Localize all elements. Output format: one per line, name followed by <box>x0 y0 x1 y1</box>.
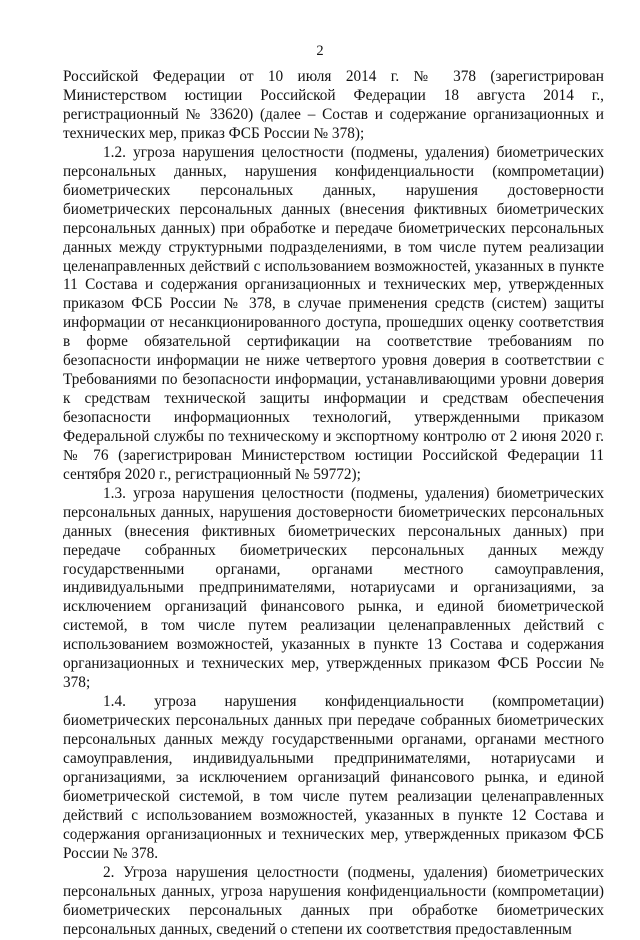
paragraph-1-4: 1.4. угроза нарушения конфиденциальности (компрометации) биометрических персональных данных при передаче собранных биометрических персональных данных между государственными органами, органами местного самоуправления, индивидуальными предпринимателями, нотариусами и организациями, за исключением организаций финансового рынка, и единой биометрической системой, в том числе путем реализации целенаправленных действий с использованием возможностей, указанных в пункте 12 Состава и содержания организационных и технических мер, утвержденных приказом ФСБ России № 378. <box>63 693 604 862</box>
paragraph-continuation: Российской Федерации от 10 июля 2014 г. № 378 (зарегистрирован Министерством юстиции Российской Федерации 18 августа 2014 г., регистрационный № 33620) (далее – Состав и содержание организационных и технических мер, приказ ФСБ России № 378); <box>63 68 604 142</box>
page-number: 2 <box>316 43 324 59</box>
paragraph-1-3: 1.3. угроза нарушения целостности (подмены, удаления) биометрических персональных данных, нарушения достоверности биометрических персональных данных (внесения фиктивных биометрических персональных данных) при передаче собранных биометрических персональных данных между государственными органами, органами местного самоуправления, индивидуальными предпринимателями, нотариусами и организациями, за исключением организаций финансового рынка, и единой биометрической системой, в том числе путем реализации целенаправленных действий с использованием возможностей, указанных в пункте 13 Состава и содержания организационных и технических мер, утвержденных приказом ФСБ России № 378; <box>63 484 604 691</box>
paragraph-2: 2. Угроза нарушения целостности (подмены, удаления) биометрических персональных данных, угроза нарушения конфиденциальности (компрометации) биометрических персональных данных при обработке биометрических персональных данных, сведений о степени их соответствия предоставленным <box>63 864 604 938</box>
document-body <box>63 68 604 940</box>
paragraph-1-2: 1.2. угроза нарушения целостности (подмены, удаления) биометрических персональных данных, нарушения конфиденциальности (компрометации) биометрических персональных данных, нарушения достоверности биометрических персональных данных (внесения фиктивных биометрических персональных данных) при обработке и передаче биометрических персональных данных между структурными подразделениями, в том числе путем реализации целенаправленных действий с использованием возможностей, указанных в пункте 11 Состава и содержания организационных и технических мер, утвержденных приказом ФСБ России № 378, в случае применения средств (систем) защиты информации от несанкционированного доступа, прошедших оценку соответствия в форме обязательной сертификации на соответствие требованиям по безопасности информации не ниже четвертого уровня доверия в соответствии с Требованиями по безопасности информации, устанавливающими уровни доверия к средствам технической защиты информации и средствам обеспечения безопасности информационных технологий, утвержденными приказом Федеральной службы по техническому и экспортному контролю от 2 июня 2020 г. № 76 (зарегистрирован Министерством юстиции Российской Федерации 11 сентября 2020 г., регистрационный № 59772); <box>63 144 604 483</box>
